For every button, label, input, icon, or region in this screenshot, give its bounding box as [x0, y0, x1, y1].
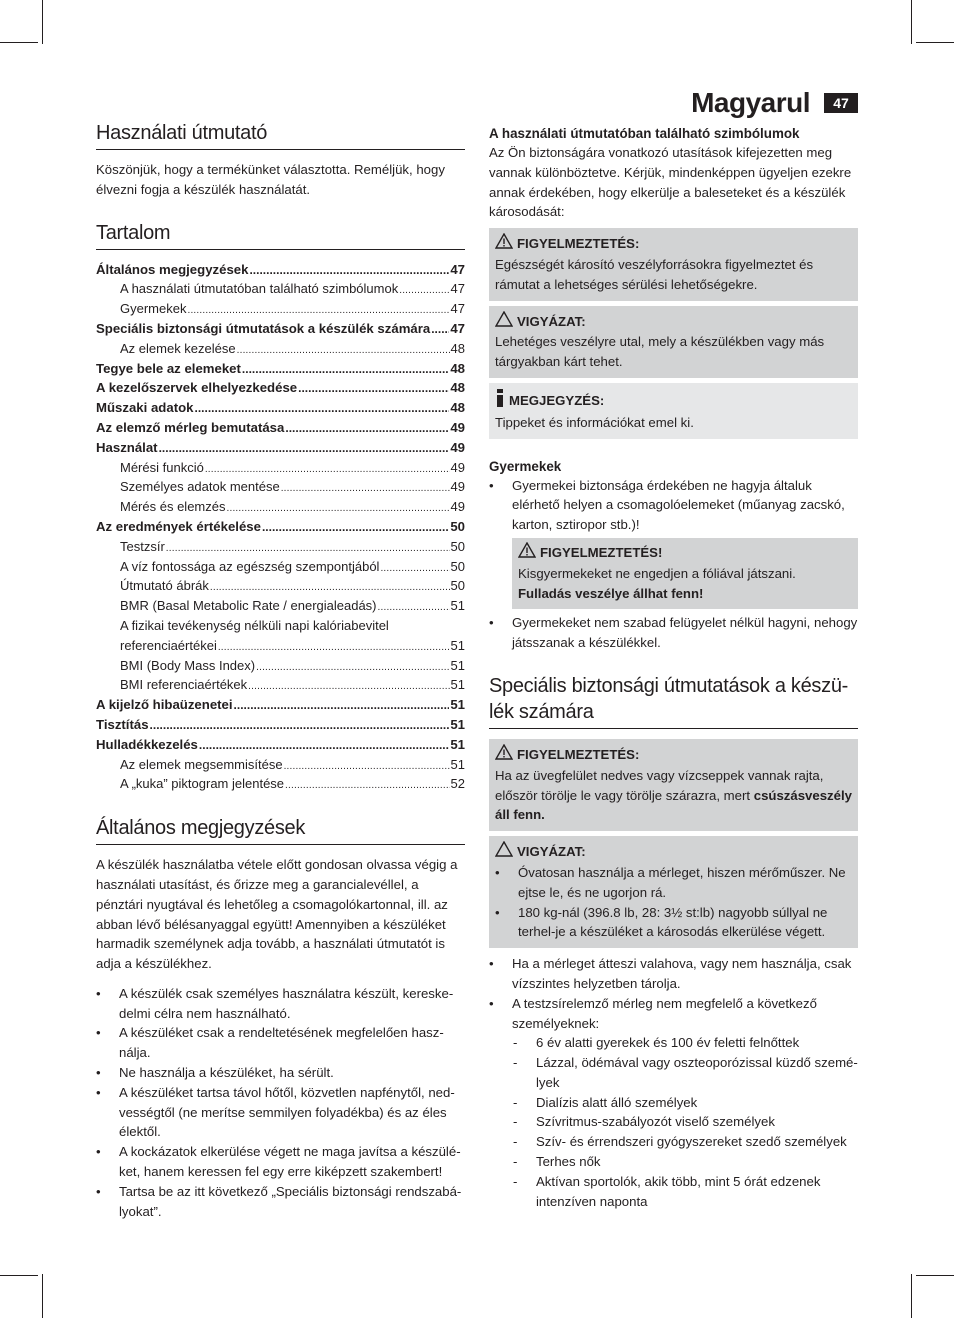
- toc-entry-label: Mérési funkció: [120, 459, 204, 475]
- general-text: A készülék használatba vétele előtt gondosan olvassa végig a használati utasítást, és őrizze meg a garancialevéllel, a pénztári nyugtával és lehetőleg a csomagolókartonnal, ill. az abban lévő bélésanyaggal együtt! Amennyiben a készüléket harmadik személynek adja tovább, a használati útmutatót is adja a készülékhez.: [96, 857, 458, 972]
- toc-entry-label: A kijelző hibaüzenetei: [96, 697, 233, 713]
- toc-entry: [96, 477, 465, 497]
- crop-mark: [916, 1275, 954, 1276]
- toc-entry-page: 51: [450, 637, 465, 653]
- symbols-text: Az Ön biztonságára vonatkozó utasítások kifejezetten meg vannak különböztetve. Kérjük, mindenképpen ügyeljen ezekre annak érdekében, hogy elkerülje a baleseteket és a készülék károsodását:: [489, 145, 852, 220]
- list-item: • Ha a mérleget átteszi valahova, vagy nem használja, csak vízszintes helyzetben tárolja.: [489, 954, 858, 994]
- toc-leader-dots: [378, 596, 450, 618]
- toc-leader-dots: [285, 774, 450, 796]
- toc-entry-page: 51: [450, 677, 465, 693]
- page-number-badge: 47: [824, 93, 858, 113]
- toc-leader-dots: [431, 319, 449, 340]
- note-text: Tippeket és információkat emel ki.: [495, 414, 694, 430]
- toc-entry-page: 49: [450, 439, 465, 455]
- special-dashes: [489, 1033, 858, 1211]
- crop-mark: [911, 1274, 912, 1318]
- special-caution-title: VIGYÁZAT:: [517, 844, 586, 860]
- toc-entry: [96, 695, 465, 715]
- toc-entry: [96, 715, 465, 735]
- section-title-special: Speciális biztonsági útmutatások a készü-lék számára: [489, 673, 858, 729]
- toc-entry-label: Az elemző mérleg bemutatása: [96, 419, 285, 435]
- toc-entry-page: 48: [450, 340, 465, 356]
- toc-leader-dots: [159, 438, 450, 459]
- toc-entry: [96, 319, 465, 339]
- toc-entry: [96, 359, 465, 379]
- toc-entry-page: 51: [450, 657, 465, 673]
- toc-entry-page: 51: [450, 716, 465, 732]
- toc-entry-page: 49: [450, 499, 465, 515]
- warning-triangle-icon: [495, 233, 513, 255]
- toc-entry: [96, 755, 465, 775]
- toc-leader-dots: [234, 695, 450, 716]
- toc-entry-page: 50: [450, 578, 465, 594]
- toc-leader-dots: [248, 675, 449, 697]
- toc-entry-page: 51: [450, 756, 465, 772]
- toc-entry-label: Általános megjegyzések: [96, 261, 249, 277]
- toc-entry-label: Gyermekek: [120, 301, 187, 317]
- toc-leader-dots: [226, 497, 449, 519]
- special-warning-text: Ha az üvegfelület nedves vagy vízcseppek vannak rajta, először törölje le vagy törölje szárazra, mert csúszásveszély áll fenn.: [495, 767, 852, 823]
- toc-entry: [96, 418, 465, 438]
- warning-triangle-icon: [518, 542, 536, 564]
- toc-entry-page: 51: [450, 697, 465, 713]
- toc-entry-line: A fizikai tevékenység nélküli napi kalóriabevitel: [120, 617, 389, 633]
- special-warning-title: FIGYELMEZTETÉS:: [517, 746, 640, 762]
- toc-entry-page: 50: [450, 558, 465, 574]
- toc-leader-dots: [218, 636, 450, 658]
- list-item: • A kockázatok elkerülése végett ne maga javítsa a készülé-ket, hanem keressen fel egy erre kiképzett szakembert!: [96, 1142, 465, 1182]
- toc-entry-label: Speciális biztonsági útmutatások a készülék számára: [96, 320, 431, 336]
- table-of-contents: [96, 260, 465, 795]
- list-item: • Ne használja a készüléket, ha sérült.: [96, 1063, 465, 1083]
- toc-leader-dots: [199, 735, 449, 756]
- warning-box: [489, 228, 858, 300]
- warning-triangle-icon: [495, 744, 513, 766]
- toc-entry-label: Testzsír: [120, 538, 165, 554]
- toc-entry: [96, 378, 465, 398]
- toc-entry-label: Útmutató ábrák: [120, 578, 209, 594]
- list-item: • A készülék csak személyes használatra készült, kereske-delmi célra nem használható.: [96, 984, 465, 1024]
- note-title: MEGJEGYZÉS:: [509, 392, 605, 408]
- toc-leader-dots: [281, 477, 450, 499]
- toc-entry-label: Az eredmények értékelése: [96, 518, 261, 534]
- list-item: • A testzsírelemző mérleg nem megfelelő a következő személyeknek: - 6 év alatti gyerekek és 100 év feletti felnőttek - Lázzal, ödémával vagy oszteoporózissal küzdő szemé-lyek - Dialízis alatt álló személyek - Szívritmus-szabályozót viselő személyek - Szív- és érrendszeri gyógyszereket szedő személyek - Terhes nők - Aktívan sportolók, akik több, mint 5 órát edzenek intenzíven naponta: [489, 994, 858, 1212]
- toc-entry-label: BMI referenciaértékek: [120, 677, 248, 693]
- section-title-intro: Használati útmutató: [96, 120, 465, 150]
- toc-entry-label: Az elemek kezelése: [120, 340, 236, 356]
- toc-entry-page: 52: [450, 776, 465, 792]
- toc-entry: [96, 339, 465, 359]
- toc-entry-page: 47: [450, 301, 465, 317]
- toc-entry: [96, 299, 465, 319]
- toc-entry-page: 49: [450, 479, 465, 495]
- caution-text: Lehetéges veszélyre utal, mely a készülékben vagy más tárgyakban kárt tehet.: [495, 334, 825, 370]
- caution-title: VIGYÁZAT:: [517, 313, 586, 329]
- toc-entry-label: Az elemek megsemmisítése: [120, 756, 283, 772]
- crop-mark: [0, 42, 38, 43]
- toc-entry: [96, 774, 465, 794]
- toc-entry: [96, 517, 465, 537]
- dash-item: - 6 év alatti gyerekek és 100 év feletti felnőttek: [489, 1033, 858, 1053]
- special-warning-bold: csúszásveszély áll fenn.: [495, 787, 852, 823]
- toc-entry: [96, 735, 465, 755]
- warning-title: FIGYELMEZTETÉS:: [517, 236, 640, 252]
- dash-item: - Terhes nők: [489, 1152, 858, 1172]
- general-bullets: [96, 984, 465, 1222]
- toc-entry-label: A víz fontossága az egészség szempontjából: [120, 558, 380, 574]
- toc-entry-page: 50: [450, 538, 465, 554]
- toc-entry-page: 47: [450, 261, 465, 277]
- toc-entry: [96, 576, 465, 596]
- children-warning-text: Kisgyermekeket ne engedjen a fóliával játszani.: [518, 565, 796, 581]
- toc-leader-dots: [284, 755, 450, 777]
- toc-leader-dots: [242, 359, 449, 380]
- toc-leader-dots: [399, 279, 449, 301]
- list-item: • 180 kg-nál (396.8 lb, 28: 3½ st:lb) nagyobb súllyal ne terhel-je a készüléket a károsodás elkerülése végett.: [495, 903, 852, 943]
- toc-leader-dots: [262, 517, 449, 538]
- toc-leader-dots: [210, 576, 450, 598]
- caution-box: [489, 306, 858, 378]
- children-warning-box: [512, 538, 858, 609]
- toc-entry: [96, 458, 465, 478]
- special-caution-box: [489, 836, 858, 948]
- toc-entry-label: Műszaki adatok: [96, 400, 194, 416]
- toc-entry-label: Használat: [96, 439, 158, 455]
- toc-leader-dots: [380, 557, 449, 579]
- dash-item: - Lázzal, ödémával vagy oszteoporózissal küzdő szemé-lyek: [489, 1053, 858, 1093]
- right-column: [489, 124, 858, 1211]
- toc-entry-page: 49: [450, 459, 465, 475]
- toc-entry-label: A használati útmutatóban található szimbólumok: [120, 281, 399, 297]
- toc-entry-page: 48: [450, 360, 465, 376]
- toc-entry-page: 49: [450, 419, 465, 435]
- crop-mark: [0, 1275, 38, 1276]
- toc-entry-label: Személyes adatok mentése: [120, 479, 280, 495]
- children-bullets-2: [489, 613, 858, 653]
- toc-entry: [96, 398, 465, 418]
- toc-entry-label: BMI (Body Mass Index): [120, 657, 256, 673]
- list-item: • A készüléket csak a rendeltetésének megfelelően hasz-nálja.: [96, 1023, 465, 1063]
- dash-item: - Szív- és érrendszeri gyógyszereket szedő személyek: [489, 1132, 858, 1152]
- toc-leader-dots: [237, 339, 450, 361]
- caution-triangle-icon: [495, 841, 513, 863]
- toc-leader-dots: [166, 537, 450, 559]
- list-item: • Gyermekeket nem szabad felügyelet nélkül hagyni, nehogy játsszanak a készülékkel.: [489, 613, 858, 653]
- toc-entry-label: A „kuka” piktogram jelentése: [120, 776, 285, 792]
- toc-leader-dots: [194, 398, 449, 419]
- toc-entry-label: Mérés és elemzés: [120, 499, 226, 515]
- crop-mark: [916, 42, 954, 43]
- toc-entry: [96, 279, 465, 299]
- list-item: • Tartsa be az itt következő „Speciális biztonsági rendszabá-lyokat”.: [96, 1182, 465, 1222]
- toc-leader-dots: [298, 378, 449, 399]
- warning-text: Egészségét károsító veszélyforrásokra figyelmeztet és rámutat a lehetséges sérülési lehetőségekre.: [495, 256, 814, 292]
- toc-leader-dots: [187, 299, 449, 321]
- toc-entry: [96, 557, 465, 577]
- dash-item: - Dialízis alatt álló személyek: [489, 1093, 858, 1113]
- toc-leader-dots: [205, 458, 450, 480]
- toc-entry-page: 50: [450, 518, 465, 534]
- symbols-title: A használati útmutatóban található szimbólumok: [489, 126, 800, 141]
- special-bullets: [489, 954, 858, 1211]
- list-item: • A készüléket tartsa távol hőtől, közvetlen napfénytől, ned-vességtől (ne merítse semmilyen folyadékba) és az éles élektől.: [96, 1083, 465, 1142]
- toc-entry: [96, 537, 465, 557]
- toc-entry-label: Tegye bele az elemeket: [96, 360, 241, 376]
- list-item: • Óvatosan használja a mérleget, hiszen mérőműszer. Ne ejtse le, és ne ugorjon rá.: [495, 863, 852, 903]
- list-item: • Gyermekei biztonsága érdekében ne hagyja általuk elérhető helyen a csomagolóelemeket (műanyag zacskó, karton, sztiropor stb.)!: [489, 476, 858, 535]
- page-header: [691, 86, 858, 120]
- left-column: [96, 120, 465, 1221]
- toc-entry: [96, 656, 465, 676]
- language-title: Magyarul: [691, 87, 810, 118]
- dash-item: - Szívritmus-szabályozót viselő személyek: [489, 1112, 858, 1132]
- crop-mark: [911, 0, 912, 44]
- info-icon: [495, 389, 505, 413]
- crop-mark: [42, 0, 43, 44]
- toc-entry-label: A kezelőszervek elhelyezkedése: [96, 380, 298, 396]
- toc-entry-page: 48: [450, 400, 465, 416]
- intro-text: Köszönjük, hogy a termékünket választotta. Reméljük, hogy élvezni fogja a készülék használatát.: [96, 162, 445, 197]
- children-warning-title: FIGYELMEZTETÉS!: [540, 544, 663, 560]
- toc-entry-page: 47: [450, 320, 465, 336]
- toc-entry-page: 47: [450, 281, 465, 297]
- toc-leader-dots: [285, 418, 449, 439]
- special-warning-box: [489, 739, 858, 831]
- toc-entry: [96, 596, 465, 616]
- section-title-general: Általános megjegyzések: [96, 815, 465, 845]
- toc-entry: [96, 260, 465, 280]
- toc-entry: [96, 636, 465, 656]
- toc-entry-label: BMR (Basal Metabolic Rate / energialeadás): [120, 598, 377, 614]
- children-bullets: [489, 476, 858, 535]
- note-box: [489, 383, 858, 439]
- toc-entry-page: 48: [450, 380, 465, 396]
- toc-entry-page: 51: [450, 736, 465, 752]
- toc-leader-dots: [256, 656, 449, 678]
- toc-entry-label: Hulladékkezelés: [96, 736, 198, 752]
- toc-leader-dots: [249, 260, 449, 281]
- caution-triangle-icon: [495, 311, 513, 333]
- toc-entry-label: referenciaértékei: [120, 637, 217, 653]
- toc-entry: [96, 675, 465, 695]
- toc-leader-dots: [150, 715, 450, 736]
- special-caution-bullets: [495, 863, 852, 942]
- children-warning-bold: Fulladás veszélye állhat fenn!: [518, 585, 704, 601]
- toc-entry: [96, 497, 465, 517]
- toc-entry: [96, 438, 465, 458]
- dash-item: - Aktívan sportolók, akik több, mint 5 órát edzenek intenzíven naponta: [489, 1172, 858, 1212]
- section-title-toc: Tartalom: [96, 220, 465, 250]
- crop-mark: [42, 1274, 43, 1318]
- toc-entry-page: 51: [450, 598, 465, 614]
- children-title: Gyermekek: [489, 458, 562, 474]
- toc-entry-label: Tisztítás: [96, 716, 149, 732]
